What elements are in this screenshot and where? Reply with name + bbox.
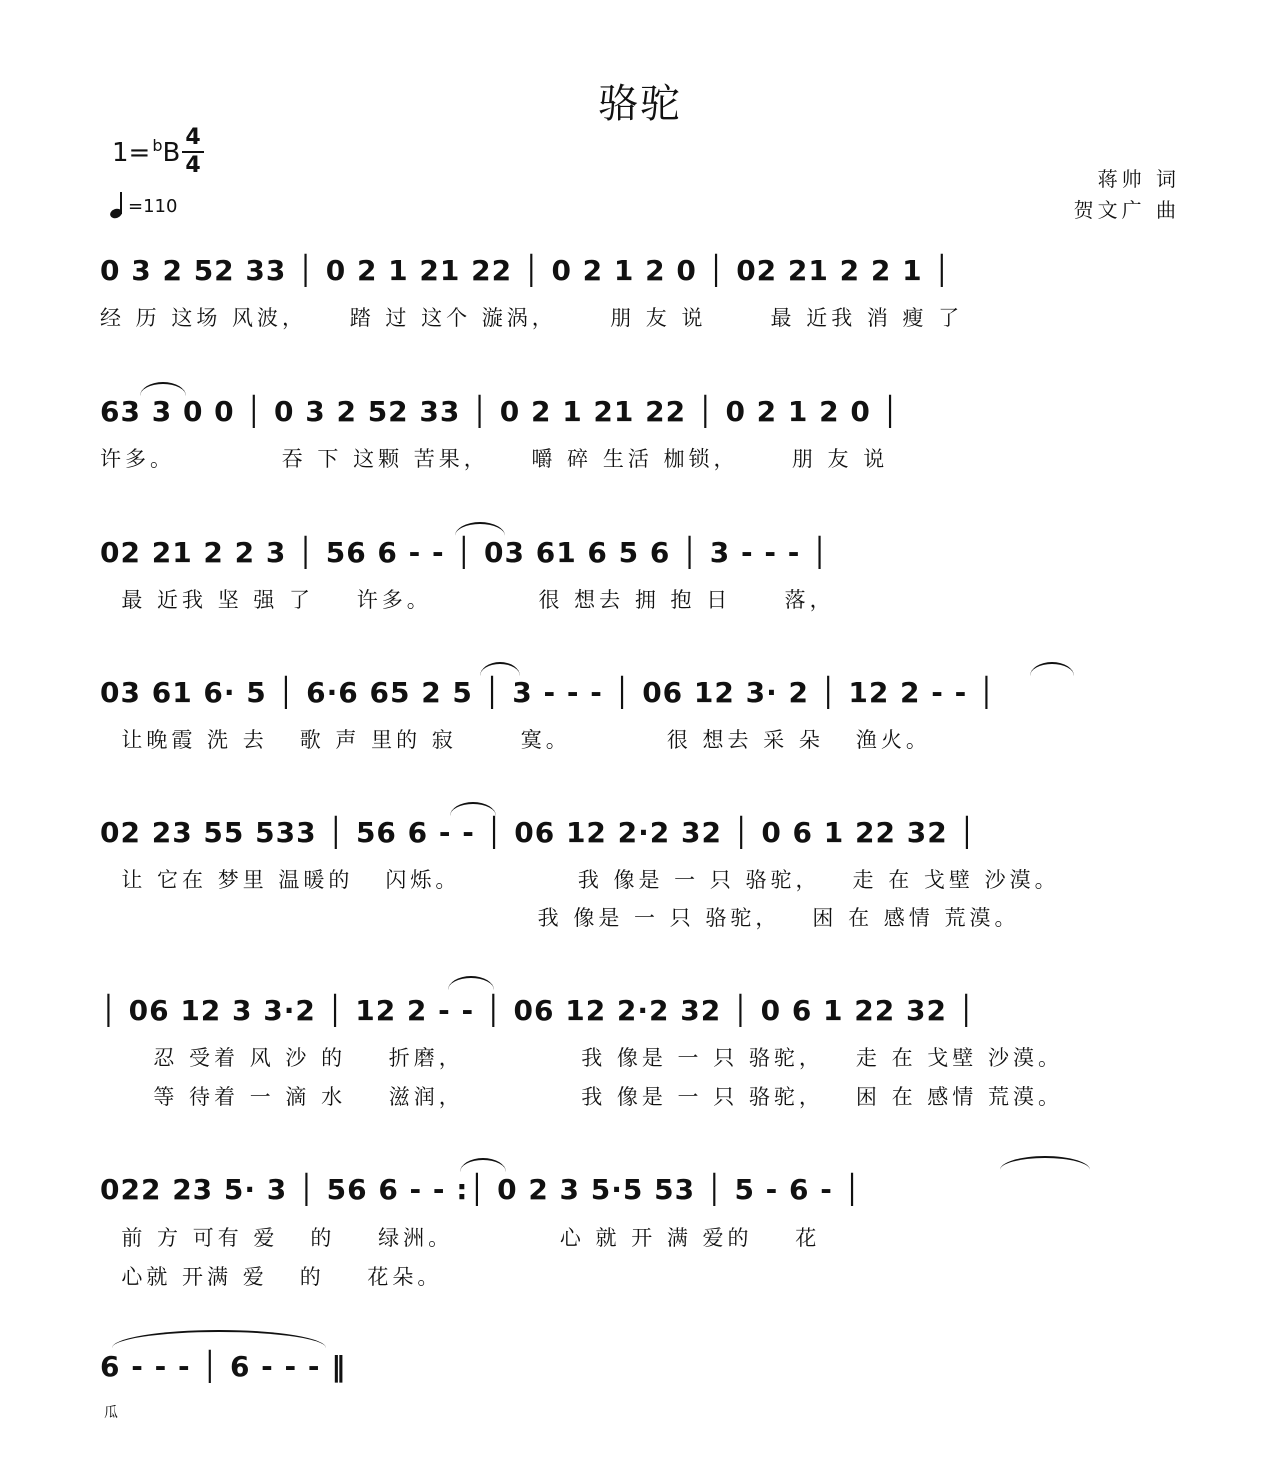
music-row-4: 03 61 6· 5 │ 6·6 65 2 5 │ 3 - - - │ 06 12 3· 2 │ 12 2 - - │ — [100, 676, 996, 709]
lyrics-row-7b: 心就 开满 爱 的 花朵。 — [100, 1265, 443, 1289]
lyrics-row-5b: 我 像是 一 只 骆驼， 困 在 感情 荒漠。 — [100, 906, 1020, 930]
key-note: B — [162, 138, 181, 168]
music-row-3: 02 21 2 2 3 │ 56 6 - - │ 03 61 6 5 6 │ 3 - - - │ — [100, 536, 829, 569]
music-row-7: 022 23 5· 3 │ 56 6 - - :│ 0 2 3 5·5 53 │ 5 - 6 - │ — [100, 1173, 862, 1206]
lyrics-row-3: 最 近我 坚 强 了 许多。 很 想去 拥 抱 日 落， — [100, 588, 835, 612]
slur-mark — [450, 802, 496, 816]
quarter-note-icon — [110, 192, 128, 218]
music-row-5: 02 23 55 533 │ 56 6 - - │ 06 12 2·2 32 │ 0 6 1 22 32 │ — [100, 816, 977, 849]
lyrics-row-5a: 让 它在 梦里 温暖的 闪烁。 我 像是 一 只 骆驼， 走 在 戈壁 沙漠。 — [100, 868, 1060, 892]
key-signature — [112, 136, 180, 168]
composer-credit: 贺文广 曲 — [1073, 198, 1180, 222]
slur-mark — [1000, 1156, 1090, 1170]
music-row-2: 63 3 0 0 │ 0 3 2 52 33 │ 0 2 1 21 22 │ 0 2 1 2 0 │ — [100, 395, 900, 428]
flat-sign: b — [152, 136, 163, 155]
lyrics-row-6b: 等 待着 一 滴 水 滋润， 我 像是 一 只 骆驼， 困 在 感情 荒漠。 — [100, 1085, 1063, 1109]
key-prefix: 1= — [112, 138, 151, 168]
music-row-1: 0 3 2 52 33 │ 0 2 1 21 22 │ 0 2 1 2 0 │ 02 21 2 2 1 │ — [100, 254, 952, 287]
song-title: 骆驼 — [598, 81, 682, 127]
slur-mark — [448, 976, 494, 990]
music-row-6: │ 06 12 3 3·2 │ 12 2 - - │ 06 12 2·2 32 │ 0 6 1 22 32 │ — [100, 994, 976, 1027]
slur-mark — [140, 382, 186, 396]
slur-mark — [460, 1158, 506, 1172]
lyricist-credit: 蒋帅 词 — [1097, 167, 1180, 191]
slur-mark — [455, 522, 505, 536]
lyrics-row-1: 经 历 这场 风波， 踏 过 这个 漩涡， 朋 友 说 最 近我 消 瘦 了 — [100, 306, 964, 330]
music-row-8: 6 - - - │ 6 - - - ‖ — [100, 1350, 347, 1383]
time-numerator: 4 — [185, 125, 201, 150]
slur-mark — [112, 1330, 326, 1348]
lyrics-row-6a: 忍 受着 风 沙 的 折磨， 我 像是 一 只 骆驼， 走 在 戈壁 沙漠。 — [100, 1046, 1063, 1070]
time-denominator: 4 — [185, 153, 201, 178]
lyrics-row-7a: 前 方 可有 爱 的 绿洲。 心 就 开 满 爱的 花 — [100, 1226, 821, 1250]
footer-mark: 瓜 — [104, 1405, 118, 1421]
time-signature — [182, 126, 204, 178]
slur-mark — [480, 662, 520, 676]
slur-mark — [1030, 662, 1074, 676]
tempo-value: =110 — [128, 196, 178, 217]
lyrics-row-2: 许多。 吞 下 这颗 苦果， 嚼 碎 生活 枷锁， 朋 友 说 — [100, 447, 889, 471]
lyrics-row-4: 让晚霞 洗 去 歌 声 里的 寂 寞。 很 想去 采 朵 渔火。 — [100, 728, 931, 752]
tempo-marking — [110, 192, 177, 218]
